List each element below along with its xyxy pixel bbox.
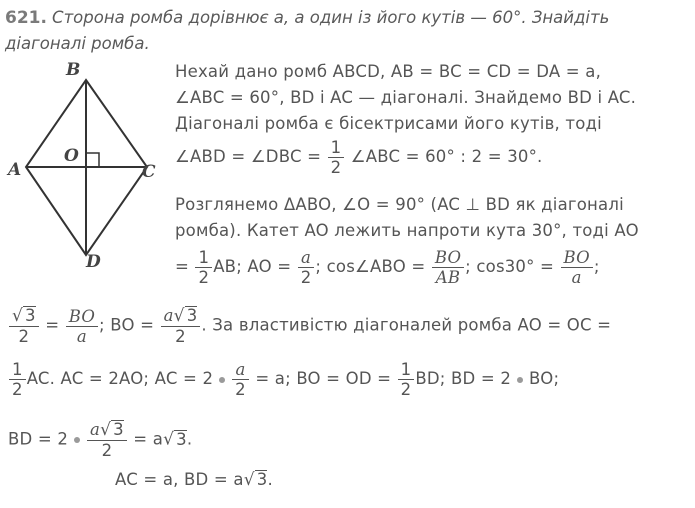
vertex-label-a: A <box>8 160 22 180</box>
cos30-text: ; cos30° = <box>465 257 555 276</box>
equals-sign: = <box>175 257 190 276</box>
fraction-one-half <box>398 360 415 399</box>
fraction-numerator: 1 <box>330 138 342 157</box>
bo-text: ; BO = <box>99 315 155 335</box>
period: . <box>267 470 273 489</box>
fraction-sqrt3-over-2 <box>9 306 39 346</box>
fraction-numerator: BO <box>68 306 96 326</box>
fraction-denominator: a <box>66 326 98 346</box>
multiplication-dot <box>219 377 225 383</box>
problem-number: 621. <box>5 8 47 28</box>
final-answer-text: AC = a, BD = a <box>115 470 244 489</box>
radical-sign: √ <box>12 306 24 326</box>
fraction-one-half <box>9 360 26 399</box>
solution-line-6: ромба). Катет AO лежить напроти кута 30°, тоді AO <box>175 221 639 240</box>
solution-line-7 <box>175 248 600 287</box>
period: . <box>186 429 193 449</box>
multiplication-dot <box>74 437 80 443</box>
radicand: 3 <box>256 470 268 489</box>
bd-equals-text: BD = 2 <box>8 429 69 449</box>
radical-sign: √ <box>100 420 112 440</box>
fraction-numerator: BO <box>434 248 462 267</box>
fraction-denominator: 2 <box>87 440 127 460</box>
radical-sign: √ <box>243 470 255 490</box>
vertex-label-b: B <box>66 60 81 80</box>
center-label-o: O <box>64 146 79 166</box>
variable-a: a <box>90 420 101 439</box>
fraction-bo-over-ab <box>432 248 464 287</box>
solution-line-1: Нехай дано ромб ABCD, AB = BC = CD = DA = a, <box>175 62 602 81</box>
fraction-denominator: 2 <box>195 267 212 287</box>
equals-sign: = <box>45 315 60 335</box>
fraction-denominator: 2 <box>9 379 26 399</box>
radicand: 3 <box>25 306 36 325</box>
solution-line-3: Діагоналі ромба є бісектрисами його кутів, тоді <box>175 114 602 133</box>
variable-a: a <box>163 306 174 325</box>
fraction-bo-over-a <box>66 307 98 346</box>
right-angle-mark <box>86 153 99 167</box>
fraction-denominator: 2 <box>328 157 345 177</box>
semicolon: ; <box>593 257 600 276</box>
cos-abo-text: ; cos∠ABO = <box>315 257 426 276</box>
fraction-denominator: 2 <box>398 379 415 399</box>
fraction-one-half <box>195 248 212 287</box>
result-a-text: = a <box>133 429 164 449</box>
angle-abc-text: ∠ABC = 60° : 2 = 30°. <box>350 147 543 166</box>
radical-sign: √ <box>163 429 175 450</box>
solution-line-4 <box>175 138 543 177</box>
solution-line-8 <box>8 306 611 346</box>
fraction-bo-over-a <box>561 248 593 287</box>
ao-text: AB; AO = <box>213 257 292 276</box>
ac-text: AC. AC = 2AO; AC = 2 <box>26 369 214 388</box>
solution-line-9 <box>8 360 559 399</box>
problem-text-line1: Сторона ромба дорівнює a, а один із його кутів — 60°. Знайдіть <box>52 8 610 27</box>
bo-end-text: BO; <box>529 369 560 388</box>
bd-text: BD; BD = 2 <box>415 369 512 388</box>
fraction-numerator: 1 <box>12 360 23 379</box>
fraction-a-sqrt3-over-2 <box>161 306 201 346</box>
radicand: 3 <box>186 306 198 325</box>
angle-abd-text: ∠ABD = ∠DBC = <box>175 147 322 166</box>
fraction-numerator: 1 <box>400 360 412 379</box>
problem-statement <box>5 8 609 28</box>
bo-od-text: = a; BO = OD = <box>255 369 392 388</box>
fraction-denominator: a <box>561 267 593 287</box>
fraction-numerator <box>161 306 201 326</box>
fraction-denominator: AB <box>432 267 464 287</box>
final-answer <box>115 470 273 490</box>
radical-sign: √ <box>173 306 185 326</box>
solution-line-10 <box>8 420 192 460</box>
problem-text-line2: діагоналі ромба. <box>5 34 150 53</box>
fraction-denominator: 2 <box>298 267 315 287</box>
fraction-denominator: 2 <box>232 379 249 399</box>
fraction-one-half <box>328 138 345 177</box>
fraction-a-over-2 <box>232 360 249 399</box>
fraction-denominator: 2 <box>9 326 39 346</box>
vertex-label-d: D <box>86 252 101 272</box>
fraction-numerator: a <box>301 248 312 267</box>
solution-line-2: ∠ABC = 60°, BD і AC — діагоналі. Знайдемо BD і AC. <box>175 88 637 107</box>
fraction-numerator: BO <box>563 248 590 267</box>
fraction-numerator <box>9 306 39 326</box>
multiplication-dot <box>517 377 523 383</box>
vertex-label-c: C <box>142 162 156 182</box>
fraction-a-sqrt3-over-2 <box>87 420 127 460</box>
fraction-numerator: a <box>235 360 246 379</box>
fraction-denominator: 2 <box>161 326 201 346</box>
diagonal-property-text: . За властивістю діагоналей ромба AO = OC = <box>201 315 612 335</box>
fraction-a-over-2 <box>298 248 315 287</box>
fraction-numerator <box>87 420 127 440</box>
radicand: 3 <box>176 429 187 449</box>
solution-line-5: Розглянемо ΔABO, ∠O = 90° (AC ⊥ BD як діагоналі <box>175 195 624 214</box>
radicand: 3 <box>113 420 124 439</box>
fraction-numerator: 1 <box>198 248 210 267</box>
